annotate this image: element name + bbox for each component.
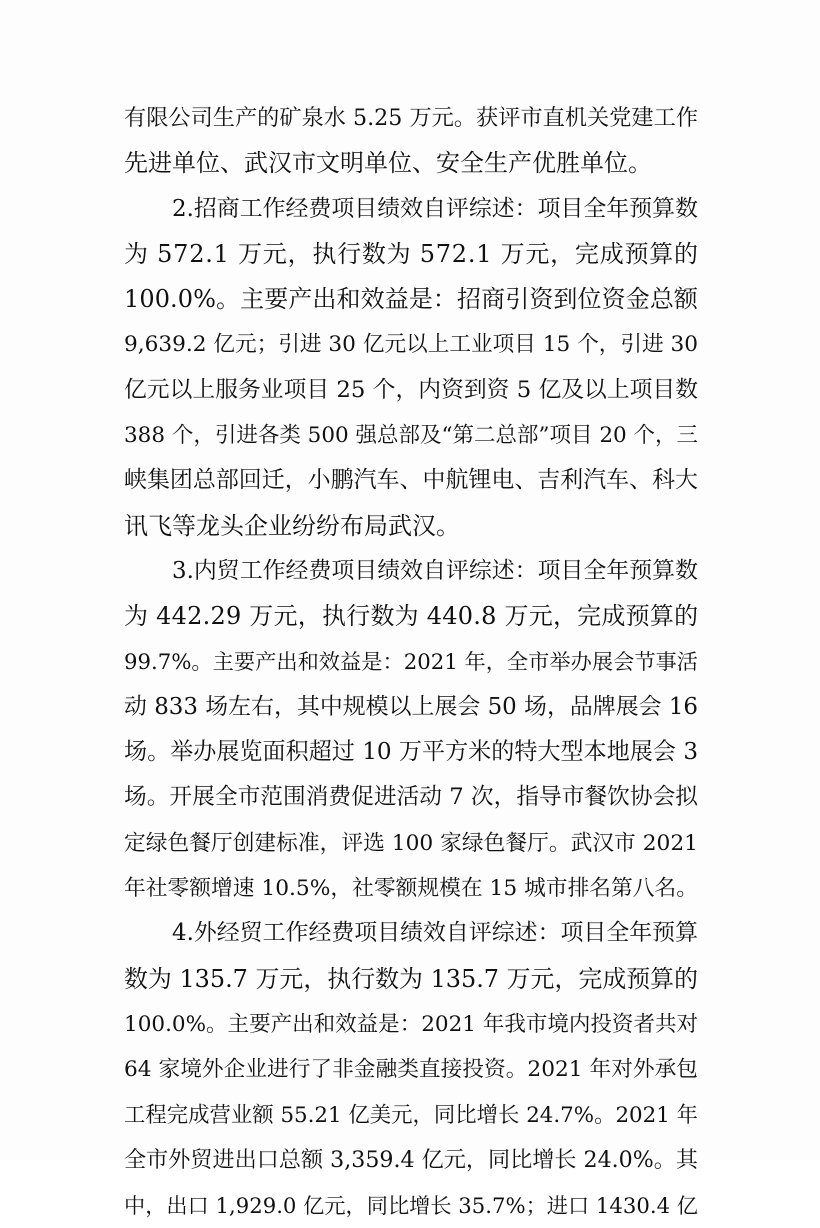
text-line: 100.0%。主要产出和效益是：2021 年我市境内投资者共对: [124, 1011, 698, 1037]
text-line: 100.0%。主要产出和效益是：招商引资到位资金总额: [124, 285, 698, 314]
text-line: 峡集团总部回迁，小鹏汽车、中航锂电、吉利汽车、科大: [124, 467, 698, 494]
text-line: 64 家境外企业进行了非金融类直接投资。2021 年对外承包: [124, 1057, 698, 1083]
body-text: [124, 96, 698, 1228]
text-line: 定绿色餐厅创建标准，评选 100 家绿色餐厅。武汉市 2021: [124, 830, 698, 856]
text-line: 中，出口 1,929.0 亿元，同比增长 35.7%；进口 1430.4 亿: [124, 1193, 698, 1219]
text-line: 场。举办展览面积超过 10 万平方米的特大型本地展会 3: [124, 739, 698, 766]
text-line: 先进单位、武汉市文明单位、安全生产优胜单位。: [124, 149, 652, 178]
paragraph-heading-line: 3.内贸工作经费项目绩效自评综述：项目全年预算数: [172, 557, 698, 584]
text-line: 9,639.2 亿元；引进 30 亿元以上工业项目 15 个，引进 30: [124, 332, 698, 358]
text-line: 有限公司生产的矿泉水 5.25 万元。获评市直机关党建工作: [124, 105, 698, 131]
text-line: 工程完成营业额 55.21 亿美元，同比增长 24.7%。2021 年: [124, 1102, 698, 1128]
text-line: 动 833 场左右，其中规模以上展会 50 场，品牌展会 16: [124, 693, 698, 720]
text-line: 年社零额增速 10.5%，社零额规模在 15 城市排名第八名。: [124, 876, 698, 902]
text-line: 讯飞等龙头企业纷纷布局武汉。: [124, 511, 460, 540]
paragraph-heading-line: 2.招商工作经费项目绩效自评综述：项目全年预算数: [172, 195, 698, 222]
paragraph-heading-line: 4.外经贸工作经费项目绩效自评综述：项目全年预算: [172, 920, 698, 947]
text-line: 为 442.29 万元，执行数为 440.8 万元，完成预算的: [124, 602, 699, 631]
text-line: 为 572.1 万元，执行数为 572.1 万元，完成预算的: [124, 239, 699, 268]
text-line: 数为 135.7 万元，执行数为 135.7 万元，完成预算的: [124, 964, 698, 993]
text-line: 388 个，引进各类 500 强总部及“第二总部”项目 20 个，三: [124, 423, 698, 449]
text-line: 亿元以上服务业项目 25 个，内资到资 5 亿及以上项目数: [124, 376, 699, 403]
text-line: 场。开展全市范围消费促进活动 7 次，指导市餐饮协会拟: [124, 784, 698, 811]
text-line: 全市外贸进出口总额 3,359.4 亿元，同比增长 24.0%。其: [124, 1146, 698, 1173]
text-line: 99.7%。主要产出和效益是：2021 年，全市举办展会节事活: [124, 649, 698, 675]
